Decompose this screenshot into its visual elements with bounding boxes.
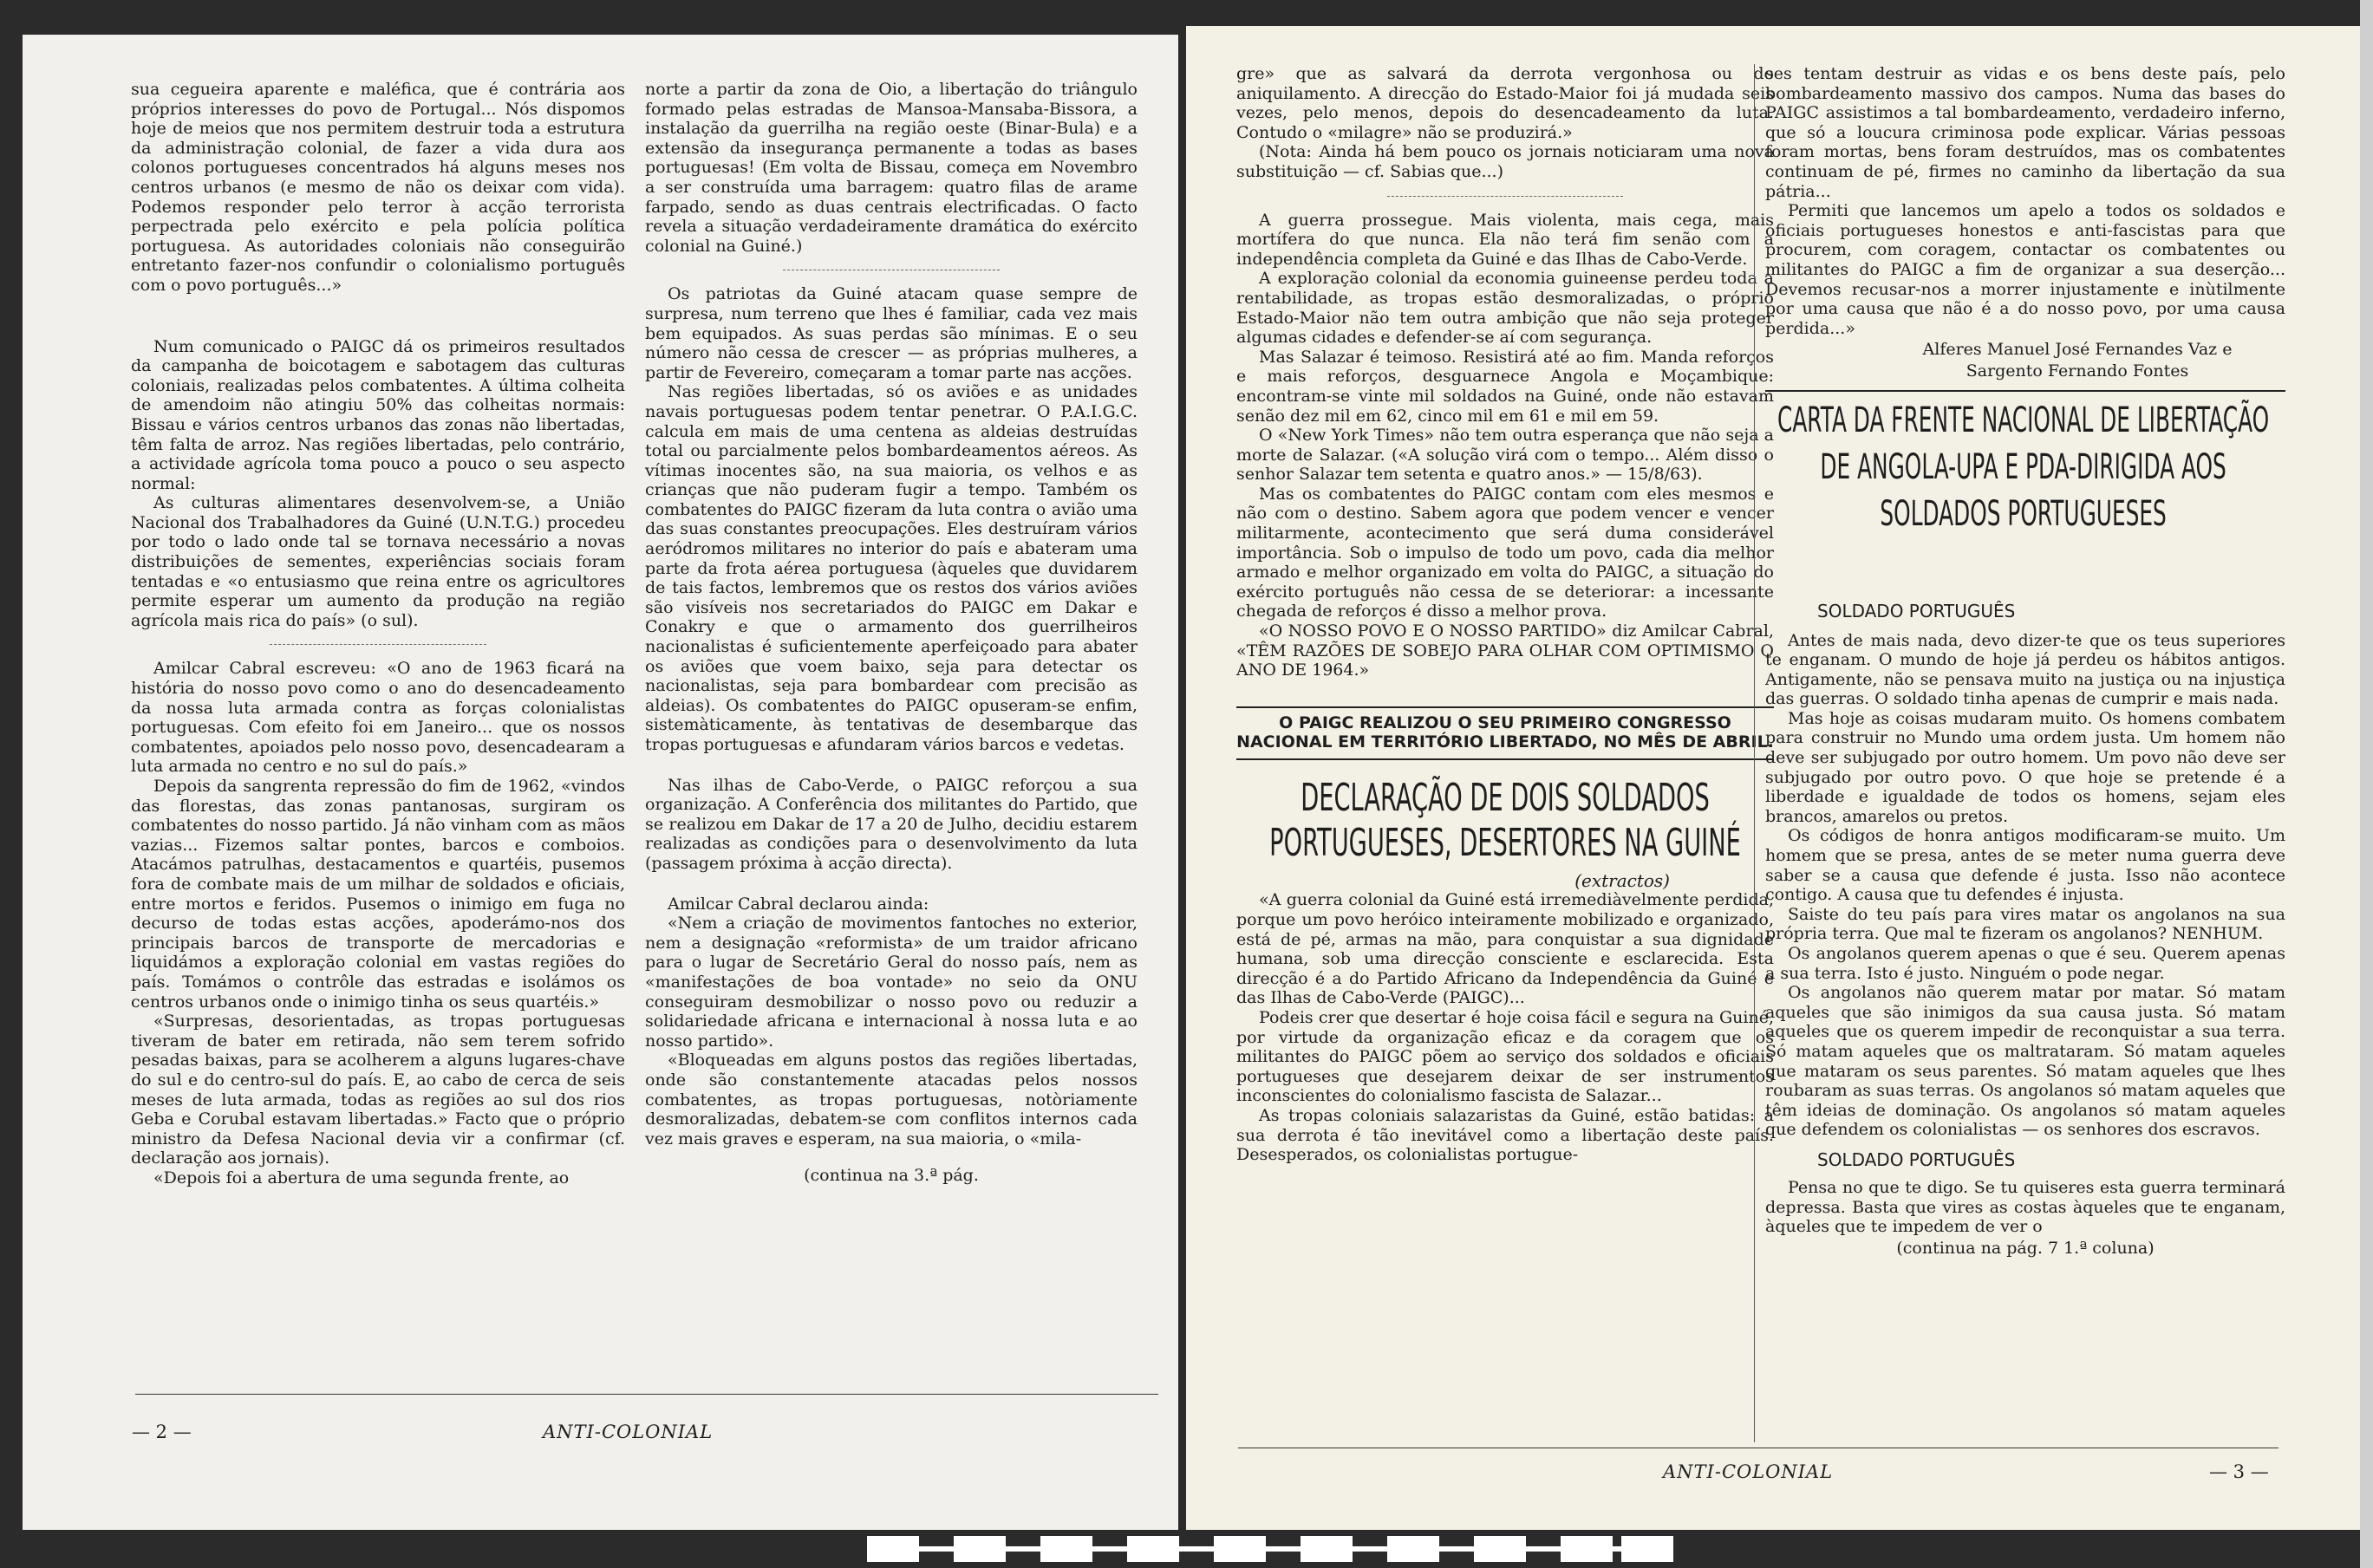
- paragraph: Saiste do teu país para vires matar os angolanos na sua própria terra. Que mal te fizeram os angolanos? NENHUM.: [1765, 904, 2285, 944]
- paragraph: «Depois foi a abertura de uma segunda frente, ao: [153, 1168, 570, 1187]
- note-paragraph: (Nota: Ainda há bem pouco os jornais noticiaram uma nova substituição — cf. Sabias que...): [1236, 142, 1774, 181]
- signature-line: Alferes Manuel José Fernandes Vaz e: [1922, 340, 2233, 360]
- paragraph: O «New York Times» não tem outra esperança que não seja a morte de Salazar. («A solução virá com o tempo... Além disso o senhor Salazar tem setenta e quatro anos.» — 15/8/63).: [1236, 426, 1774, 485]
- paragraph: «Surpresas, desorientadas, as tropas portuguesas tiveram de bater em retirada, não sem terem sofrido pesadas baixas, para se acolherem a alguns lugares-chave do sul e do centro-sul do país. E, ao cabo de cerca de seis meses de luta armada, todas as regiões ao sul dos rios Geba e Corubal estavam libertadas.» Facto que o próprio ministro da Defesa Nacional devia vir a confirmar (cf. declaração aos jornais).: [131, 1012, 625, 1168]
- paragraph: Antes de mais nada, devo dizer-te que os teus superiores te enganam. O mundo de hoje já perdeu os hábitos antigos. Antigamente, não se pensava muito na justiça ou na injustiça das guerras. O soldado tinha apenas de cumprir e mais nada.: [1765, 630, 2285, 709]
- right-page: [1186, 26, 2362, 1530]
- footer-title: ANTI-COLONIAL: [1663, 1461, 1834, 1482]
- paragraph: Depois da sangrenta repressão do fim de 1962, «vindos das florestas, das zonas pantanosas, surgiram os combatentes do nosso partido. Já não vinham com as mãos vazias... Fizemos saltar pontes, barcos e comboios. Atacámos patrulhas, destacamentos e quartéis, pusemos fora de combate mais de um milhar de soldados e oficiais, entre mortos e feridos. Pusemos o inimigo em fuga no decurso de todas estas acções, apoderámo-nos dos principais barcos de transporte de mercadorias e liquidámos a exploração colonial em vastas regiões do país. Tomámos o contrôle das estradas e isolámos os centros urbanos onde o inimigo tinha os seus quartéis.»: [131, 777, 625, 1012]
- column-divider: [1754, 64, 1755, 1442]
- paragraph: Pensa no que te digo. Se tu quiseres esta guerra terminará depressa. Basta que vires as costas àqueles que te enganam, àqueles que te impedem de ver o: [1765, 1177, 2285, 1237]
- signature-line: Sargento Fernando Fontes: [1966, 361, 2189, 381]
- paragraph: Nas ilhas de Cabo-Verde, o PAIGC reforçou a sua organização. A Conferência dos militantes do Partido, que se realizou em Dakar de 17 a 20 de Julho, decidiu estarem realizadas as condições para o desenvolvimento da luta (passagem próxima à acção directa).: [645, 775, 1138, 873]
- congress-box: [1236, 706, 1774, 760]
- soldado-heading: SOLDADO PORTUGUÊS: [1817, 600, 2016, 621]
- paragraph: ses tentam destruir as vidas e os bens deste país, pelo bombardeamento massivo dos campos. Numa das bases do PAIGC assistimos a tal bombardeamento, verdadeiro inferno, que só a loucura criminosa pode explicar. Várias pessoas foram mortas, bens foram destruídos, mas os combatentes continuam de pé, firmes no caminho da libertação da sua pátria...: [1765, 64, 2285, 201]
- paragraph: A exploração colonial da economia guineense perdeu toda a rentabilidade, as tropas estão desmoralizadas, o próprio Estado-Maior não tem outra ambição que não seja proteger algumas cidades e defender-se aí com segurança.: [1236, 269, 1774, 348]
- paragraph: «A guerra colonial da Guiné está irremediàvelmente perdida, porque um povo heróico inteiramente mobilizado e organizado, está de pé, armas na mão, para conquistar a sua dignidade humana, sob uma direcção consciente e esclarecida. Esta direcção é a do Partido Africano da Independência da Guiné e das Ilhas de Cabo-Verde (PAIGC)...: [1236, 890, 1774, 1008]
- left-column-2: [645, 80, 1138, 1186]
- paragraph: Nas regiões libertadas, só os aviões e as unidades navais portuguesas podem tentar penetrar. O P.A.I.G.C. calcula em mais de uma centena as aldeias destruídas total ou parcialmente pelos bombardeamentos aéreos. As vítimas inocentes são, na sua maioria, os velhos e as crianças que não puderam fugir a tempo. Também os combatentes do PAIGC fizeram da luta contra o avião uma das suas constantes preocupações. Eles destruíram vários aeródromos militares no interior do país e abateram uma parte da frota aérea portuguesa (àqueles que duvidarem de tais factos, lembremos que os restos dos vários aviões são visíveis nos secretariados do PAIGC em Dakar e Conakry e que o armamento dos guerrilheiros nacionalistas é suficientemente aperfeiçoado para abater os aviões que voem baixo, seja para detectar os nacionalistas, seja para bombardear com precisão as aldeias). Os combatentes do PAIGC opuseram-se enfim, sistemàticamente, às tentativas de desembarque das tropas portuguesas e afundaram vários barcos e vedetas.: [645, 382, 1138, 754]
- paragraph: Amilcar Cabral escreveu: «O ano de 1963 ficará na história do nosso povo como o ano do desencadeamento da nossa luta armada contra as forças colonialistas portuguesas. Com efeito foi em Janeiro... que os nossos combatentes, apoiados pelo nosso povo, desencadearam a luta armada no centro e no sul do país.»: [131, 659, 625, 777]
- carta-title: CARTA DA FRENTE NACIONAL DE LIBERTAÇÃO DE ANGOLA-UPA E PDA-DIRIGIDA AOS SOLDADOS PORTUGUESES: [1777, 400, 2270, 534]
- paragraph: Mas os combatentes do PAIGC contam com eles mesmos e não com o destino. Sabem agora que podem vencer e vencer militarmente, acontecimento que será duma considerável importância. Sob o impulso de todo um povo, cada dia melhor armado e melhor organizado em volta do PAIGC, a situação do exército português não cessa de se deteriorar: a incessante chegada de reforços é disso a melhor prova.: [1236, 484, 1774, 621]
- page-edge: [2360, 0, 2373, 1568]
- left-page: [23, 35, 1178, 1530]
- declaration-subtitle: (extractos): [1574, 869, 1670, 891]
- page-number: — 2 —: [132, 1422, 192, 1442]
- scale-bar: [867, 1536, 1673, 1562]
- paragraph: Mas Salazar é teimoso. Resistirá até ao fim. Manda reforços e mais reforços, desguarnece Angola e Moçambique: encontram-se vinte mil soldados na Guiné, onde não estavam senão dez mil em 62, cinco mil em 61 e mil em 59.: [1236, 347, 1774, 426]
- continua-note: (continua na pág. 7 1.ª coluna): [1896, 1238, 2155, 1258]
- paragraph: Num comunicado o PAIGC dá os primeiros resultados da campanha de boicotagem e sabotagem das culturas coloniais, realizadas pelos combatentes. A última colheita de amendoim não atingiu 50% das colheitas normais: Bissau e vários centros urbanos das zonas não libertadas, têm falta de arroz. Nas regiões libertadas, pelo contrário, a actividade agrícola toma pouco a pouco o seu aspecto normal:: [131, 336, 625, 493]
- paragraph: «Nem a criação de movimentos fantoches no exterior, nem a designação «reformista» de um traidor africano para o lugar de Secretário Geral do nosso país, nem as «manifestações de boa vontade» no seio da ONU conseguiram desmobilizar o nosso povo ou reduzir a solidariedade africana e internacional à nossa luta e ao nosso partido».: [645, 914, 1138, 1051]
- paragraph: As culturas alimentares desenvolvem-se, a União Nacional dos Trabalhadores da Guiné (U.N.T.G.) procedeu por todo o lado onde tal se tornava necessário a novas distribuições de sementes, experiências sociais foram tentadas e «o entusiasmo que reina entre os agricultores permite esperar um aumento da produção na região agrícola mais rica do país» (o sul).: [131, 493, 625, 630]
- page-number: — 3 —: [2209, 1461, 2269, 1482]
- divider: [270, 644, 487, 645]
- footer-title: ANTI-COLONIAL: [543, 1422, 714, 1442]
- paragraph: As tropas coloniais salazaristas da Guiné, estão batidas: a sua derrota é tão inevitável como a libertação deste país. Desesperados, os colonialistas portugue-: [1236, 1105, 1774, 1165]
- divider: [1387, 196, 1624, 197]
- right-column-2: [1765, 64, 2285, 1258]
- paragraph: norte a partir da zona de Oio, a libertação do triângulo formado pelas estradas de Mansoa-Mansaba-Bissora, a instalação da guerrilha na região oeste (Binar-Bula) e a extensão da insegurança permanente a todas as bases portuguesas! (Em volta de Bissau, começa em Novembro a ser construída uma barragem: quatro filas de arame farpado, sendo as duas centrais electrificadas. O facto revela a situação verdadeiramente dramática do exército colonial na Guiné.): [645, 80, 1138, 256]
- paragraph: A guerra prossegue. Mais violenta, mais cega, mais mortífera do que nunca. Ela não terá fim senão com a independência completa da Guiné e das Ilhas de Cabo-Verde.: [1236, 210, 1774, 269]
- paragraph: Amilcar Cabral declarou ainda:: [668, 894, 929, 914]
- paragraph: Mas hoje as coisas mudaram muito. Os homens combatem para construir no Mundo uma ordem justa. Um homem não deve ser subjugado por outro homem. Um povo não deve ser subjugado por outro povo. O que hoje se pretende é a liberdade e igualdade de todos os homens, sejam eles brancos, amarelos ou pretos.: [1765, 708, 2285, 826]
- paragraph: Os patriotas da Guiné atacam quase sempre de surpresa, num terreno que lhes é familiar, cada vez mais bem equipados. As suas perdas são mínimas. E o seu número não cessa de crescer — as próprias mulheres, a partir de Fevereiro, começaram a tomar parte nas acções.: [645, 284, 1138, 382]
- paragraph: Os códigos de honra antigos modificaram-se muito. Um homem que se presa, antes de se meter numa guerra deve saber se a causa que defende é justa. Isso não acontece contigo. A causa que tu defendes é injusta.: [1765, 826, 2285, 905]
- declaration-title: DECLARAÇÃO DE DOIS SOLDADOS PORTUGUESES, DESERTORES NA GUINÉ: [1269, 775, 1741, 865]
- paragraph: sua cegueira aparente e maléfica, que é contrária aos próprios interesses do povo de Portugal... Nós dispomos hoje de meios que nos permitem destruir toda a estrutura da administração colonial, de fazer a vida dura aos colonos portugueses concentrados há alguns meses nos centros urbanos (e mesmo de não os deixar com vida). Podemos responder pelo terror à acção terrorista perpectrada pelo exército e pela polícia política portuguesa. As autoridades coloniais não conseguirão entretanto fazer-nos confundir o colonialismo português com o povo português...»: [131, 80, 625, 295]
- paragraph: «Bloqueadas em alguns postos das regiões libertadas, onde são constantemente atacadas pelos nossos combatentes, as tropas portuguesas, notòriamente desmoralizadas, debatem-se com conflitos internos cada vez mais graves e esperam, na sua maioria, o «mila-: [645, 1051, 1138, 1148]
- right-column-1: [1236, 64, 1774, 1165]
- footer-rule: [135, 1394, 1158, 1395]
- paragraph: Permiti que lancemos um apelo a todos os soldados e oficiais portugueses honestos e anti-fascistas para que procurem, com coragem, contactar os combatentes ou militantes do PAIGC a fim de organizar a sua deserção... Devemos recusar-nos a morrer injustamente e inùtilmente por uma causa que não é a do nosso povo, por uma causa perdida...»: [1765, 201, 2285, 338]
- continua-note: (continua na 3.ª pág.: [804, 1166, 979, 1186]
- paragraph: Podeis crer que desertar é hoje coisa fácil e segura na Guiné, por virtude da organização eficaz e da coragem que os militantes do PAIGC põem ao serviço dos soldados e oficiais portugueses que desejarem deixar de ser instrumentos inconscientes do colonialismo fascista de Salazar...: [1236, 1007, 1774, 1106]
- soldado-heading: SOLDADO PORTUGUÊS: [1817, 1148, 2016, 1170]
- paragraph: Os angolanos querem apenas o que é seu. Querem apenas a sua terra. Isto é justo. Ninguém o pode negar.: [1765, 944, 2285, 983]
- left-column-1: [131, 80, 625, 1187]
- paragraph: «O NOSSO POVO E O NOSSO PARTIDO» diz Amilcar Cabral, «TÊM RAZÕES DE SOBEJO PARA OLHAR COM OPTIMISMO O ANO DE 1964.»: [1236, 621, 1774, 680]
- paragraph: gre» que as salvará da derrota vergonhosa ou do aniquilamento. A direcção do Estado-Maior foi já mudada seis vezes, pelo menos, depois do desencadeamento da luta. Contudo o «milagre» não se produzirá.»: [1236, 64, 1774, 142]
- paragraph: Os angolanos não querem matar por matar. Só matam aqueles que são inimigos da sua causa justa. Só matam aqueles que os querem impedir de reconquistar a sua terra. Só matam aqueles que os maltrataram. Só matam aqueles que mataram os seus parentes. Só matam aqueles que lhes roubaram as suas terras. Os angolanos só matam aqueles que têm ideias de dominação. Os angolanos só matam aqueles que defendem os colonialistas — os senhores dos escravos.: [1765, 983, 2285, 1140]
- congress-note: O PAIGC REALIZOU O SEU PRIMEIRO CONGRESSO NACIONAL EM TERRITÓRIO LIBERTADO, NO MÊS DE ABRIL.: [1236, 712, 1774, 751]
- carta-headline-box: [1765, 390, 2285, 596]
- declaration-headline-box: [1236, 776, 1774, 871]
